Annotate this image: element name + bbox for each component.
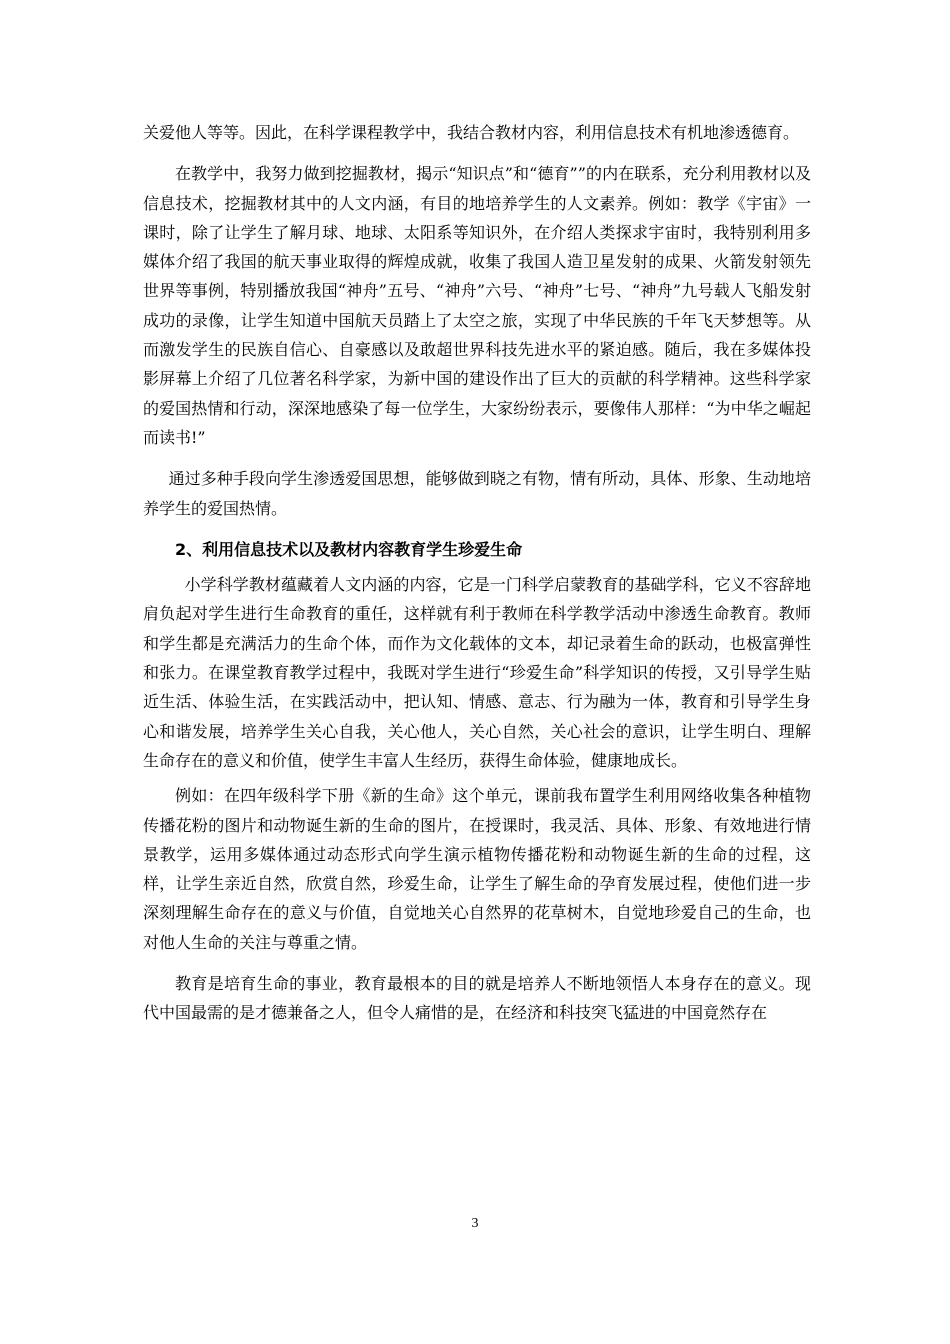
section-heading: 2、利用信息技术以及教材内容教育学生珍爱生命 <box>175 539 523 559</box>
paragraph-5: 例如：在四年级科学下册《新的生命》这个单元，课前我布置学生利用网络收集各种植物传播花粉的图片和动物诞生新的生命的图片，在授课时，我灵活、具体、形象、有效地进行情景教学，运用多媒体通过动态形式向学生演示植物传播花粉和动物诞生新的生命的过程，这样，让学生亲近自然，欣赏自然，珍爱生命，让学生了解生命的孕育发展过程，使他们进一步深刻理解生命存在的意义与价值，自觉地关心自然界的花草树木，自觉地珍爱自己的生命，也对他人生命的关注与尊重之情。 <box>143 786 811 952</box>
page-number: 3 <box>471 1216 479 1231</box>
body-text <box>143 118 811 1028</box>
paragraph-4: 小学科学教材蕴藏着人文内涵的内容，它是一门科学启蒙教育的基础学科，它义不容辞地肩负起对学生进行生命教育的重任，这样就有利于教师在科学教学活动中渗透生命教育。教师和学生都是充满活力的生命个体，而作为文化载体的文本，却记录着生命的跃动，也极富弹性和张力。在课堂教育教学过程中，我既对学生进行“珍爱生命”科学知识的传授，又引导学生贴近生活、体验生活，在实践活动中，把认知、情感、意志、行为融为一体，教育和引导学生身心和谐发展，培养学生关心自我，关心他人，关心自然，关心社会的意识，让学生明白、理解生命存在的意义和价值，使学生丰富人生经历，获得生命体验，健康地成长。 <box>143 575 811 770</box>
paragraph-6: 教育是培育生命的事业，教育最根本的目的就是培养人不断地领悟人本身存在的意义。现代中国最需的是才德兼备之人，但令人痛惜的是，在经济和科技突飞猛进的中国竟然存在 <box>143 974 811 1023</box>
paragraph-1: 关爱他人等等。因此，在科学课程教学中，我结合教材内容，利用信息技术有机地渗透德育。 <box>143 123 800 142</box>
paragraph-2: 在教学中，我努力做到挖掘教材，揭示“知识点”和“德育””的内在联系，充分利用教材以及信息技术，挖掘教材其中的人文内涵，有目的地培养学生的人文素养。例如：教学《宇宙》一课时，除了让学生了解月球、地球、太阳系等知识外，在介绍人类探求宇宙时，我特别利用多媒体介绍了我国的航天事业取得的辉煌成就，收集了我国人造卫星发射的成果、火箭发射领先世界等事例，特别播放我国“神舟”五号、“神舟”六号、“神舟”七号、“神舟”九号载人飞船发射成功的录像，让学生知道中国航天员踏上了太空之旅，实现了中华民族的千年飞天梦想等。从而激发学生的民族自信心、自豪感以及敢超世界科技先进水平的紧迫感。随后，我在多媒体投影屏幕上介绍了几位著名科学家，为新中国的建设作出了巨大的贡献的科学精神。这些科学家的爱国热情和行动，深深地感染了每一位学生，大家纷纷表示，要像伟人那样：“为中华之崛起而读书!” <box>143 164 811 447</box>
paragraph-3: 通过多种手段向学生渗透爱国思想，能够做到晓之有物，情有所动，具体、形象、生动地培养学生的爱国热情。 <box>143 469 811 518</box>
